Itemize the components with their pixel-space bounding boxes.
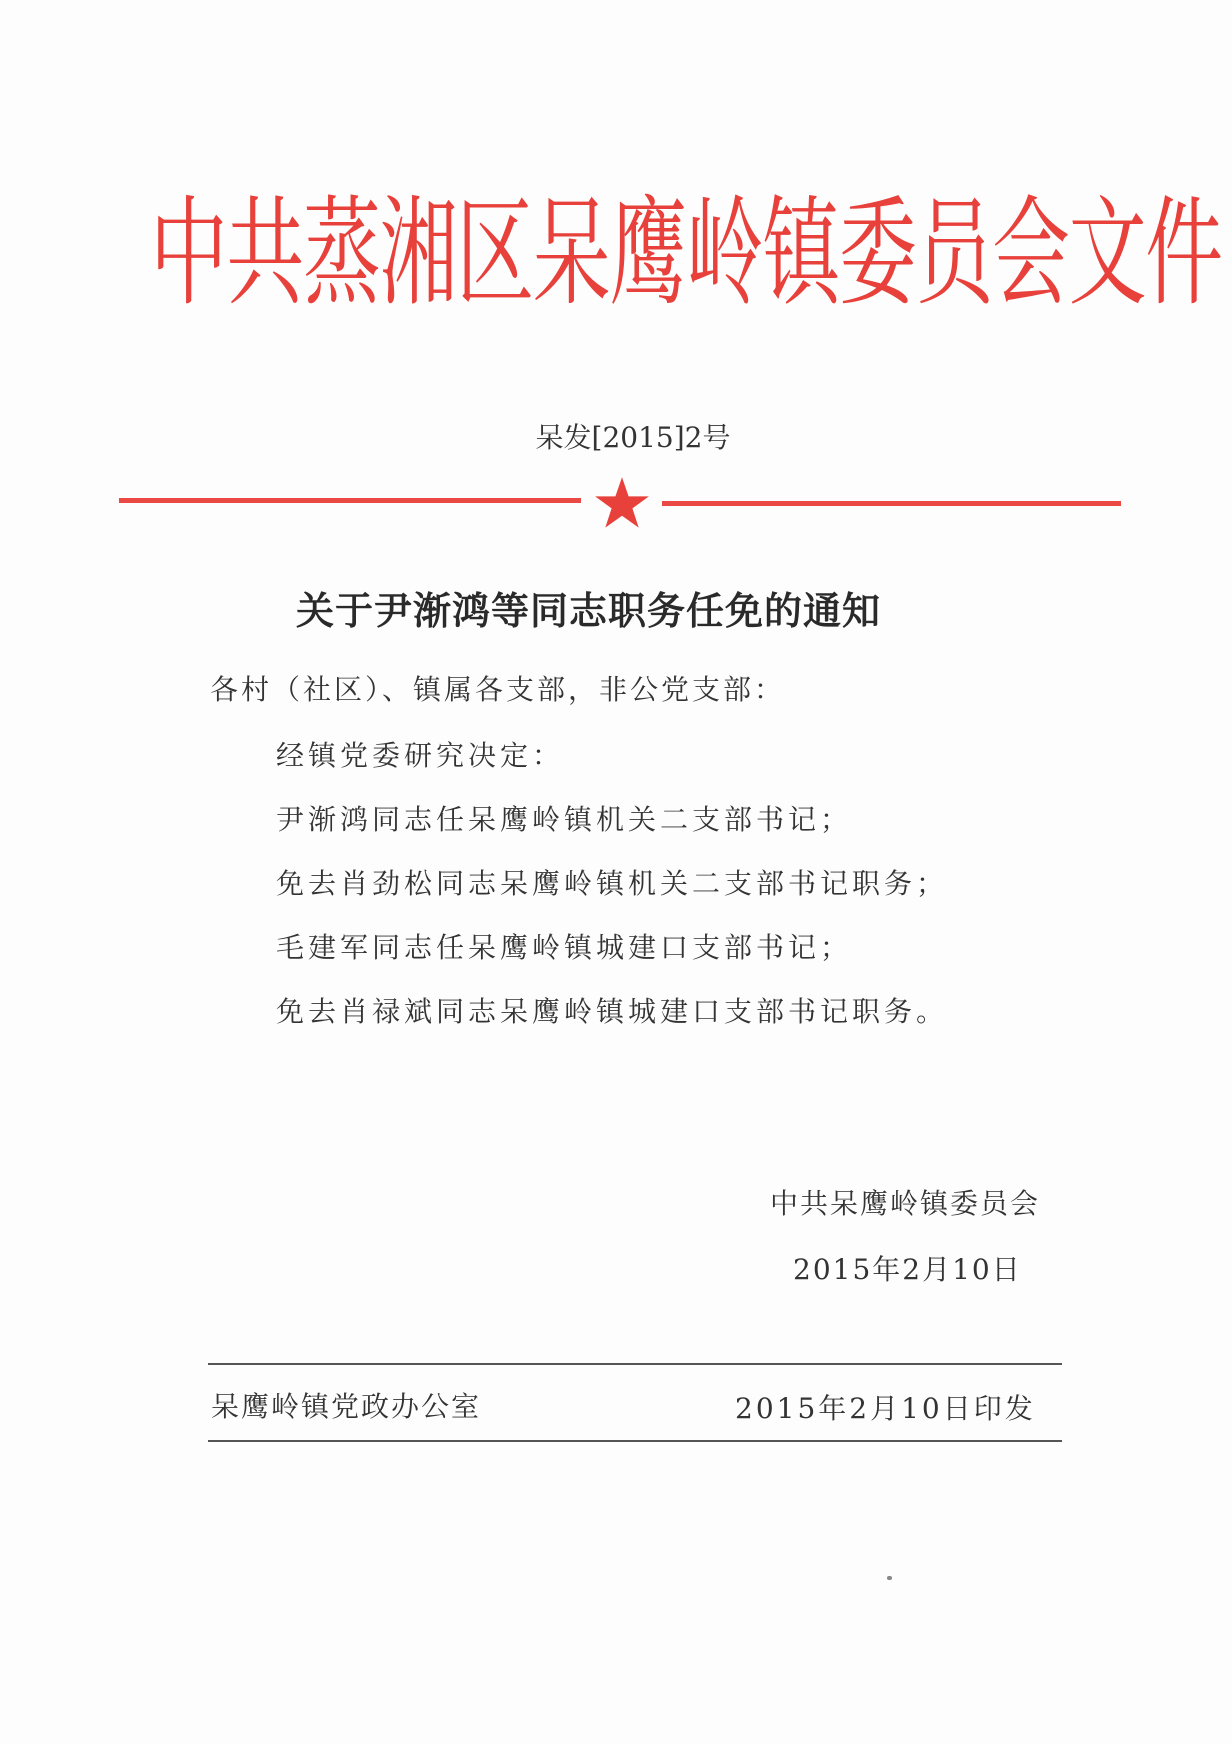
notice-body-line: 免去肖劲松同志呆鹰岭镇机关二支部书记职务； xyxy=(276,867,949,900)
star-icon xyxy=(594,476,650,530)
notice-body-line: 免去肖禄斌同志呆鹰岭镇城建口支部书记职务。 xyxy=(276,995,949,1028)
notice-body-line: 毛建军同志任呆鹰岭镇城建口支部书记； xyxy=(276,931,853,964)
notice-title: 关于尹渐鸿等同志职务任免的通知 xyxy=(296,588,882,633)
footer-print-date: 2015年2月10日印发 xyxy=(735,1392,1036,1425)
notice-body-line: 尹渐鸿同志任呆鹰岭镇机关二支部书记； xyxy=(276,803,853,836)
notice-body-line: 经镇党委研究决定： xyxy=(276,739,565,772)
red-divider-left xyxy=(119,498,581,503)
signing-date: 2015年2月10日 xyxy=(793,1253,1022,1286)
document-number: 呆发[2015]2号 xyxy=(535,421,731,454)
star-shape xyxy=(595,477,649,527)
document-header-title: 中共蒸湘区呆鹰岭镇委员会文件 xyxy=(150,184,1222,322)
scan-speck xyxy=(887,1576,892,1580)
footer-top-rule xyxy=(208,1363,1062,1365)
footer-bottom-rule xyxy=(208,1440,1062,1442)
signing-organization: 中共呆鹰岭镇委员会 xyxy=(770,1187,1041,1220)
red-divider-right xyxy=(662,501,1121,506)
footer-issuing-office: 呆鹰岭镇党政办公室 xyxy=(211,1390,482,1423)
notice-salutation: 各村（社区）、镇属各支部，非公党支部： xyxy=(210,673,786,706)
